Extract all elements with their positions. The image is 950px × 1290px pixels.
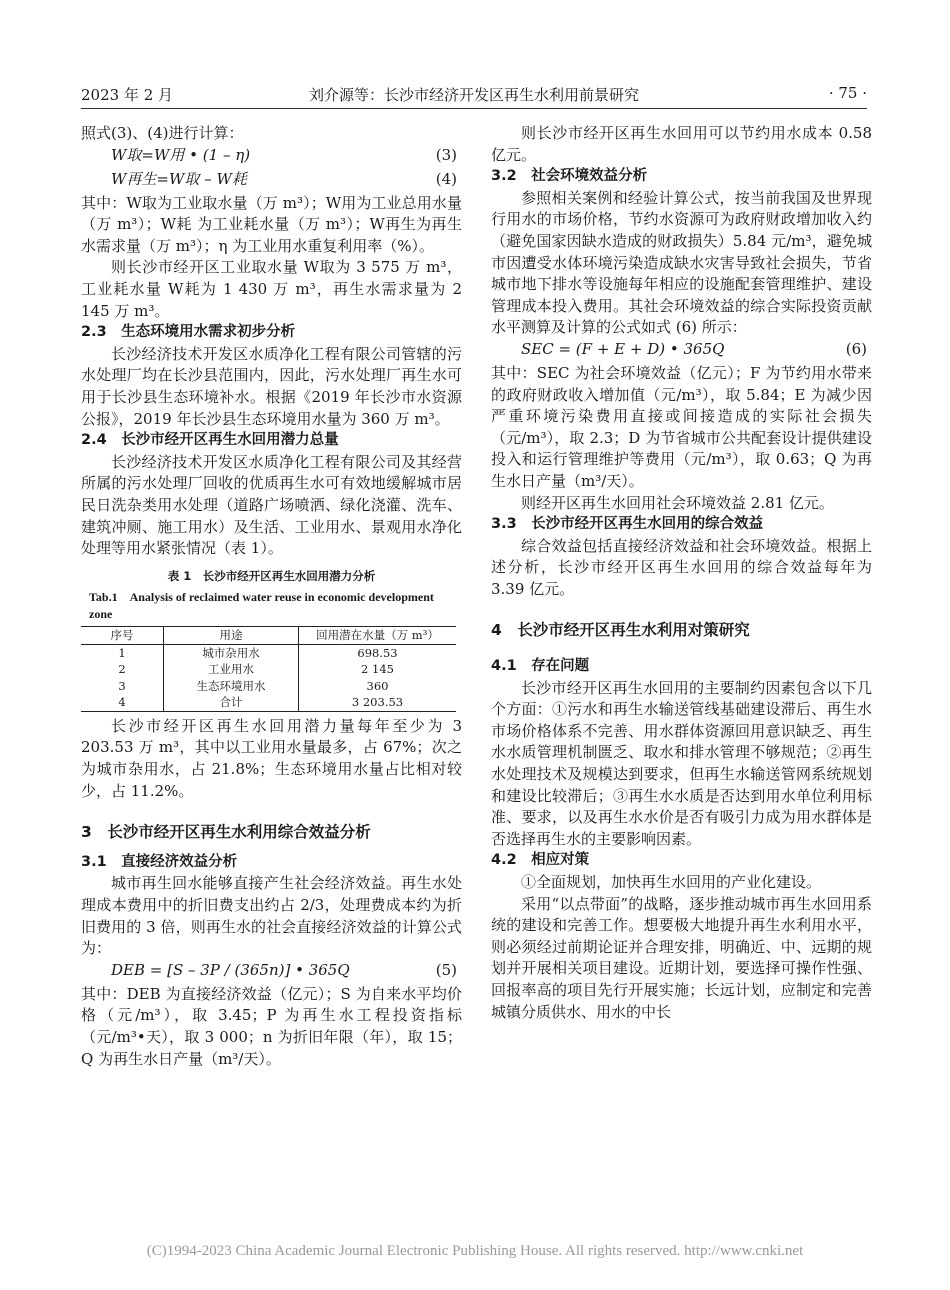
paragraph: 则长沙市经开区工业取水量 W取为 3 575 万 m³，工业耗水量 W耗为 1 430 万 m³，再生水需求量为 2 145 万 m³。: [81, 258, 462, 320]
equation-number: (4): [435, 169, 457, 188]
table-cell: 2: [118, 662, 126, 677]
table-cell: 生态环境用水: [164, 678, 299, 695]
paragraph: 采用“以点带面”的战略，逐步推动城市再生水回用系统的建设和完善工作。想要极大地提升再生水利用水平，则必须经过前期论证并合理安排，明确近、中、远期的规划并开展相关项目建设。近期计划，要选择可操作性强、回报率高的项目先行开展实施；长远计划，应制定和完善城镇分质供水、用水的中长: [491, 894, 872, 1021]
equation-number: (3): [435, 145, 457, 164]
table-row: [81, 694, 456, 711]
table-row: [81, 661, 456, 678]
section-heading-2-4: 2.4 长沙市经开区再生水回用潜力总量: [81, 432, 339, 449]
equation-formula: W取=W用 • (1 – η): [111, 145, 251, 164]
paragraph: 则长沙市经开区再生水回用可以节约用水成本 0.58 亿元。: [491, 124, 872, 164]
table-cell: 3: [118, 678, 126, 693]
table-cell: 3 203.53: [351, 695, 404, 710]
left-column: [81, 123, 462, 1070]
paragraph: 参照相关案例和经验计算公式，按当前我国及世界现行用水的市场价格，节约水资源可为政府财政增加收入约（避免国家因缺水造成的财政损失）5.84 元/m³，避免城市因遭受水体环境污染造成缺水灾害导致社会损失，节省城市地下排水等设施每年相应的设施配套管理维护、建设管理成本投入费用。其社会环境效益的综合实际投资贡献水平测算及计算的公式如式 (6) 所示：: [491, 188, 872, 337]
equation-6: [491, 339, 872, 363]
paragraph: 长沙市经开区再生水回用的主要制约因素包含以下几个方面：①污水和再生水输送管线基础建设滞后、再生水市场价格体系不完善、用水群体资源回用意识缺乏、再生水水质管理机制匮乏、取水和排水管理不够规范；②再生水处理技术及规模达到要求，但再生水输送管网系统规划和建设比较滞后；③再生水水质是否达到用水单位利用标准、要求，以及再生水水价是否有吸引力成为用水群体是否选择再生水的主要影响因素。: [491, 678, 872, 848]
equation-3: [81, 145, 462, 169]
section-heading-2-3: 2.3 生态环境用水需求初步分析: [81, 324, 296, 341]
table-cell: 360: [366, 678, 389, 693]
header-rule: [81, 108, 867, 109]
table-header-cell: 序号: [81, 627, 164, 645]
section-heading-4-2: 4.2 相应对策: [491, 852, 590, 869]
paragraph: 其中：SEC 为社会环境效益（亿元）；F 为节约用水带来的政府财政收入增加值（元/m³），取 5.84；E 为减少因严重环境污染费用直接或间接造成的实际社会损失（元/m³），取 2.3；D 为节省城市公共配套设计提供建设投入和运行管理维护等费用（元/m³），取 0.63；Q 为再生水日产量（m³/天）。: [491, 363, 872, 490]
section-heading-3: 3 长沙市经开区再生水利用综合效益分析: [81, 823, 371, 842]
paragraph: 长沙市经开区再生水回用潜力量每年至少为 3 203.53 万 m³，其中以工业用水量最多，占 67%；次之为城市杂用水，占 21.8%；生态环境用水量占比相对较少，占 11.2%。: [81, 716, 462, 800]
copyright-footer: (C)1994-2023 China Academic Journal Electronic Publishing House. All rights reserved. http://www.cnki.net: [146, 1243, 804, 1259]
section-heading-3-3: 3.3 长沙市经开区再生水回用的综合效益: [491, 516, 764, 533]
equation-formula: W再生=W取 – W耗: [111, 169, 247, 188]
paragraph: 其中：W取为工业取水量（万 m³）；W用为工业总用水量（万 m³）；W耗 为工业耗水量（万 m³）；W再生为再生水需求量（万 m³）；η 为工业用水重复利用率（%）。: [81, 193, 462, 255]
equation-formula: SEC = (F + E + D) • 365Q: [521, 339, 725, 358]
table-cell: 2 145: [361, 662, 394, 677]
paragraph: 则经开区再生水回用社会环境效益 2.81 亿元。: [521, 493, 834, 512]
table-cell: 工业用水: [164, 661, 299, 678]
paragraph: 长沙经济技术开发区水质净化工程有限公司管辖的污水处理厂均在长沙县范围内，因此，污水处理厂再生水可用于长沙县生态环境补水。根据《2019 年长沙市水资源公报》，2019 年长沙县生态环境用水量为 360 万 m³。: [81, 344, 462, 428]
section-heading-3-1: 3.1 直接经济效益分析: [81, 853, 238, 870]
table-header-cell: 用途: [164, 627, 299, 645]
table-header-row: [81, 627, 456, 645]
paragraph: 长沙经济技术开发区水质净化工程有限公司及其经营所属的污水处理厂回收的优质再生水可有效地缓解城市居民日洗杂类用水处理（道路广场喷洒、绿化浇灌、洗车、建筑冲厕、施工用水）及生活、工业用水、景观用水净化处理等用水紧张情况（表 1）。: [81, 452, 462, 558]
equation-number: (6): [845, 339, 867, 358]
table-cell: 1: [118, 645, 126, 660]
paragraph: ①全面规划，加快再生水回用的产业化建设。: [521, 873, 822, 891]
table-cell: 合计: [164, 694, 299, 711]
issue-date: 2023 年 2 月: [81, 86, 174, 104]
table-cell: 698.53: [357, 645, 398, 660]
table-row: [81, 644, 456, 661]
paragraph: 其中：DEB 为直接经济效益（亿元）；S 为自来水平均价格（元/m³），取 3.45；P 为再生水工程投资指标（元/m³•天），取 3 000；n 为折旧年限（年），取 15；Q 为再生水日产量（m³/天）。: [81, 984, 462, 1068]
table-header-cell: 回用潜在水量（万 m³）: [299, 627, 457, 645]
table-caption-en: Tab.1 Analysis of reclaimed water reuse in economic development zone: [89, 590, 434, 622]
equation-5: [81, 960, 462, 984]
right-column: [491, 123, 872, 1023]
data-table: [81, 626, 456, 712]
section-heading-4-1: 4.1 存在问题: [491, 658, 590, 675]
section-heading-3-2: 3.2 社会环境效益分析: [491, 168, 648, 185]
equation-number: (5): [435, 960, 457, 979]
equation-formula: DEB = [S – 3P / (365n)] • 365Q: [111, 960, 350, 979]
running-header: [81, 84, 867, 106]
paragraph: 综合效益包括直接经济效益和社会环境效益。根据上述分析，长沙市经开区再生水回用的综合效益每年为 3.39 亿元。: [491, 536, 872, 598]
paragraph: 照式(3)、(4)进行计算：: [81, 124, 244, 142]
page-number: · 75 ·: [828, 84, 867, 102]
table-cell: 城市杂用水: [164, 644, 299, 661]
section-heading-4: 4 长沙市经开区再生水利用对策研究: [491, 621, 750, 640]
paragraph: 城市再生回水能够直接产生社会经济效益。再生水处理成本费用中的折旧费支出约占 2/3，处理费成本约为折旧费用的 3 倍，则再生水的社会直接经济效益的计算公式为：: [81, 874, 462, 958]
table-caption-cn: 表 1 长沙市经开区再生水回用潜力分析: [167, 568, 376, 583]
table-cell: 4: [118, 695, 126, 710]
table-row: [81, 678, 456, 695]
equation-4: [81, 169, 462, 193]
running-title: 刘介源等：长沙市经济开发区再生水利用前景研究: [308, 86, 639, 104]
